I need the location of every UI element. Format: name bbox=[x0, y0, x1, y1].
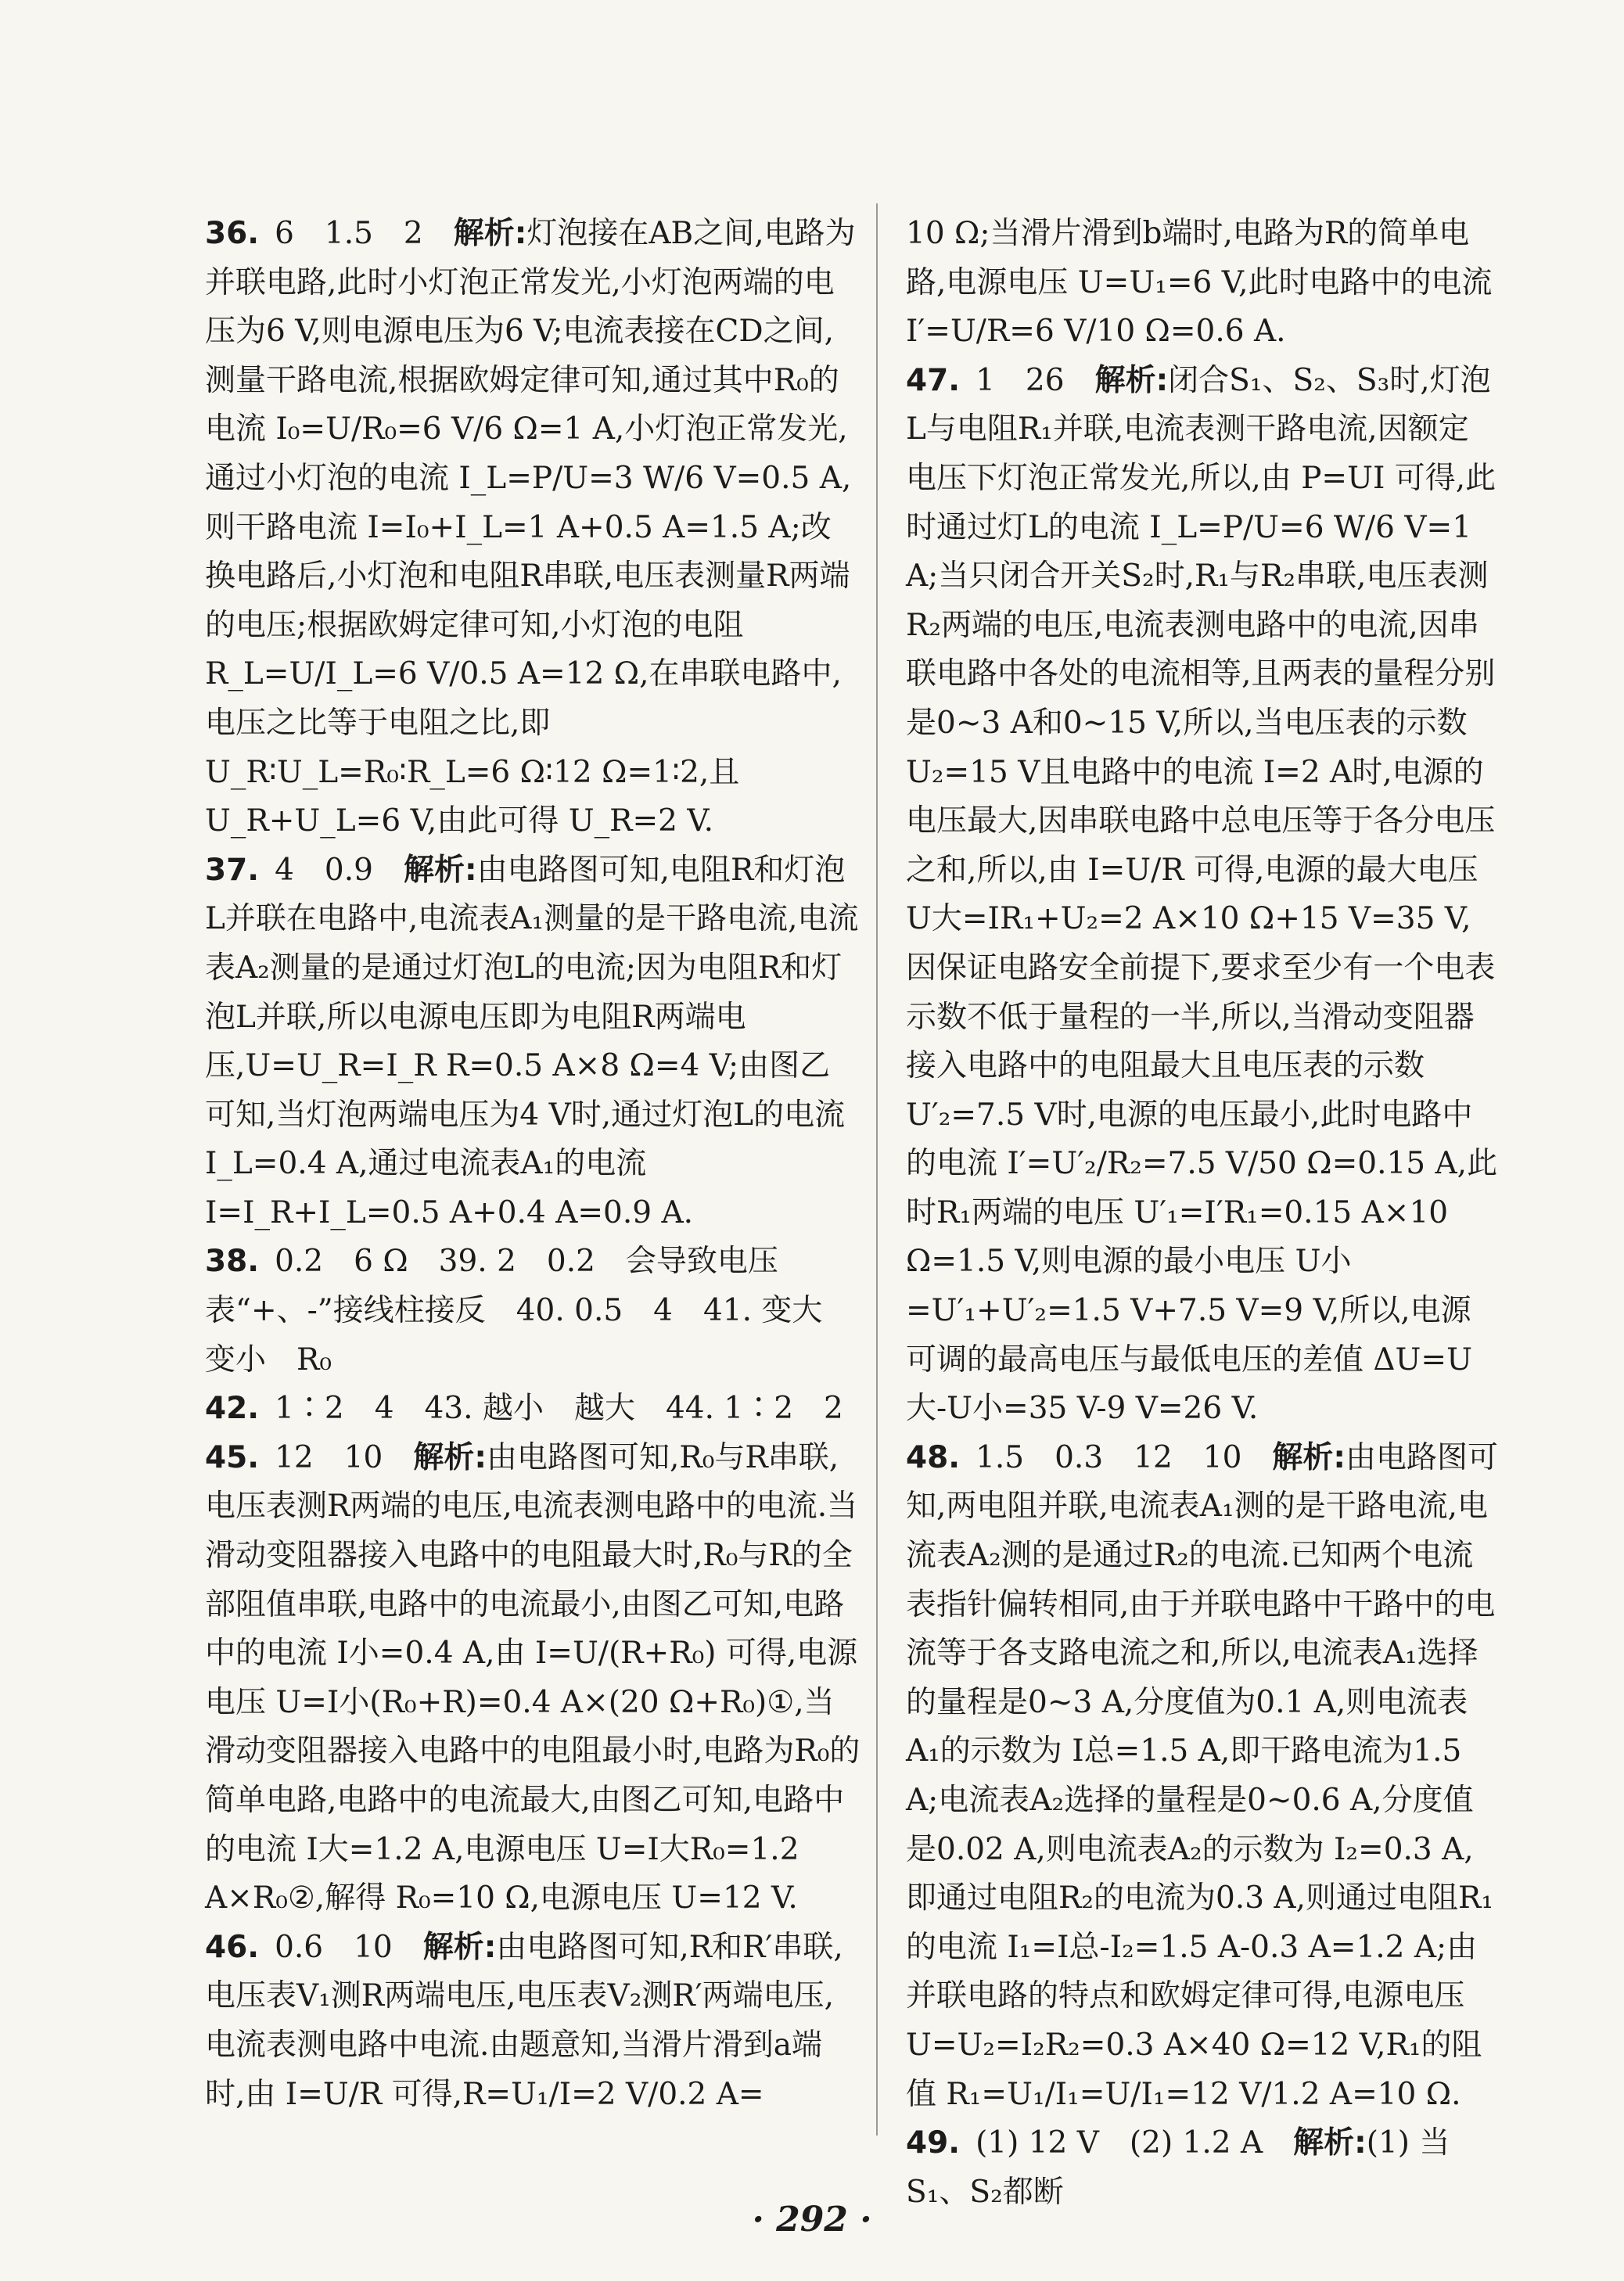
answer-values: (1) 12 V (2) 1.2 A bbox=[975, 2125, 1263, 2161]
answer-45 bbox=[205, 1434, 861, 1924]
analysis-label: 解析: bbox=[1272, 1439, 1346, 1475]
left-column bbox=[205, 210, 861, 2119]
answer-38-41 bbox=[205, 1237, 861, 1385]
answer-values: 0.2 6 Ω bbox=[275, 1244, 439, 1280]
analysis-text: 闭合S₁、S₂、S₃时,灯泡L与电阻R₁并联,电流表测干路电流,因额定电压下灯泡正常发光,所以,由 P=UI 可得,此时通过灯L的电流 I_L=P/U=6 W/6 V=1 A;当只闭合开关S₂时,R₁与R₂串联,电压表测R₂两端的电压,电流表测电路中的电流,因串联电路中各处的电流相等,且两表的量程分别是0~3 A和0~15 V,所以,当电压表的示数 U₂=15 V且电路中的电流 I=2 A时,电源的电压最大,因串联电路中总电压等于各分电压之和,所以,由 I=U/R 可得,电源的最大电压 U大=IR₁+U₂=2 A×10 Ω+15 V=35 V,因保证电路安全前提下,要求至少有一个电表示数不低于量程的一半,所以,当滑动变阻器接入电路中的电阻最大且电压表的示数 U′₂=7.5 V时,电源的电压最小,此时电路中的电流 I′=U′₂/R₂=7.5 V/50 Ω=0.15 A,此时R₁两端的电压 U′₁=I′R₁=0.15 A×10 Ω=1.5 V,则电源的最小电压 U小=U′₁+U′₂=1.5 V+7.5 V=9 V,所以,电源可调的最高电压与最低电压的差值 ΔU=U大-U小=35 V-9 V=26 V. bbox=[906, 362, 1498, 1427]
answer-48 bbox=[906, 1434, 1499, 2119]
answer-values: 1∶2 4 bbox=[275, 1391, 425, 1427]
analysis-text: 由电路图可知,R和R′串联,电压表V₁测R两端电压,电压表V₂测R′两端电压,电流表测电路中电流.由题意知,当滑片滑到a端时,由 I=U/R 可得,R=U₁/I=2 V/0.2 A= bbox=[205, 1929, 843, 2112]
column-divider bbox=[876, 203, 878, 2136]
answer-values: 4 0.9 bbox=[275, 852, 373, 888]
analysis-text: 由电路图可知,电阻R和灯泡L并联在电路中,电流表A₁测量的是干路电流,电流表A₂测量的是通过灯泡L的电流;因为电阻R和灯泡L并联,所以电源电压即为电阻R两端电压,U=U_R=I_R R=0.5 A×8 Ω=4 V;由图乙可知,当灯泡两端电压为4 V时,通过灯泡L的电流 I_L=0.4 A,通过电流表A₁的电流 I=I_R+I_L=0.5 A+0.4 A=0.9 A. bbox=[205, 852, 859, 1230]
answer-values: 6 1.5 2 bbox=[275, 216, 423, 251]
question-number: 42. bbox=[205, 1391, 260, 1427]
question-number: 37. bbox=[205, 852, 260, 888]
answer-values: 1 26 bbox=[975, 362, 1065, 398]
answer-values: 12 10 bbox=[275, 1439, 383, 1475]
question-number: 49. bbox=[906, 2125, 961, 2161]
analysis-text: (1) 当S₁、S₂都断 bbox=[906, 2125, 1450, 2210]
answer-37 bbox=[205, 846, 861, 1238]
question-number: 46. bbox=[205, 1929, 260, 1965]
answer-values: 0.6 10 bbox=[275, 1929, 393, 1965]
analysis-text: 由电路图可知,R₀与R串联,电压表测R两端的电压,电流表测电路中的电流.当滑动变阻器接入电路中的电阻最大时,R₀与R的全部阻值串联,电路中的电流最小,由图乙可知,电路中的电流 I小=0.4 A,由 I=U/(R+R₀) 可得,电源电压 U=I小(R₀+R)=0.4 A×(20 Ω+R₀)①,当滑动变阻器接入电路中的电阻最小时,电路为R₀的简单电路,电路中的电流最大,由图乙可知,电路中的电流 I大=1.2 A,电源电压 U=I大R₀=1.2 A×R₀②,解得 R₀=10 Ω,电源电压 U=12 V. bbox=[205, 1439, 861, 1916]
analysis-text: 灯泡接在AB之间,电路为并联电路,此时小灯泡正常发光,小灯泡两端的电压为6 V,则电源电压为6 V;电流表接在CD之间,测量干路电流,根据欧姆定律可知,通过其中R₀的电流 I₀=U/R₀=6 V/6 Ω=1 A,小灯泡正常发光,通过小灯泡的电流 I_L=P/U=3 W/6 V=0.5 A,则干路电流 I=I₀+I_L=1 A+0.5 A=1.5 A;改换电路后,小灯泡和电阻R串联,电压表测量R两端的电压;根据欧姆定律可知,小灯泡的电阻 R_L=U/I_L=6 V/0.5 A=12 Ω,在串联电路中,电压之比等于电阻之比,即 U_R∶U_L=R₀∶R_L=6 Ω∶12 Ω=1∶2,且 U_R+U_L=6 V,由此可得 U_R=2 V. bbox=[205, 216, 856, 839]
question-number: 48. bbox=[906, 1439, 961, 1475]
analysis-text: 由电路图可知,两电阻并联,电流表A₁测的是干路电流,电流表A₂测的是通过R₂的电流.已知两个电流表指针偏转相同,由于并联电路中干路中的电流等于各支路电流之和,所以,电流表A₁选择的量程是0~3 A,分度值为0.1 A,则电流表A₁的示数为 I总=1.5 A,即干路电流为1.5 A;电流表A₂选择的量程是0~0.6 A,分度值是0.02 A,则电流表A₂的示数为 I₂=0.3 A,即通过电阻R₂的电流为0.3 A,则通过电阻R₁的电流 I₁=I总-I₂=1.5 A-0.3 A=1.2 A;由并联电路的特点和欧姆定律可得,电源电压 U=U₂=I₂R₂=0.3 A×40 Ω=12 V,R₁的阻值 R₁=U₁/I₁=U/I₁=12 V/1.2 A=10 Ω. bbox=[906, 1439, 1499, 2112]
question-number: 47. bbox=[906, 362, 961, 398]
analysis-text: 10 Ω;当滑片滑到b端时,电路为R的简单电路,电源电压 U=U₁=6 V,此时电路中的电流 I′=U/R=6 V/10 Ω=0.6 A. bbox=[906, 216, 1493, 350]
answer-continued: 43. 越小 越大 44. 1∶2 2 bbox=[424, 1391, 843, 1427]
answer-continued: 39. 2 0.2 会导致电压表“+、-”接线柱接反 40. 0.5 4 41. 变大 变小 R₀ bbox=[205, 1244, 853, 1378]
answer-47 bbox=[906, 357, 1499, 1434]
answer-36 bbox=[205, 210, 861, 846]
analysis-label: 解析: bbox=[422, 1929, 497, 1965]
right-column bbox=[906, 210, 1499, 2217]
answer-46-continued bbox=[906, 210, 1499, 357]
answer-42-44 bbox=[205, 1385, 861, 1434]
question-number: 45. bbox=[205, 1439, 260, 1475]
answer-values: 1.5 0.3 12 10 bbox=[975, 1439, 1242, 1475]
question-number: 36. bbox=[205, 216, 260, 251]
analysis-label: 解析: bbox=[1094, 362, 1169, 398]
analysis-label: 解析: bbox=[1293, 2125, 1367, 2161]
analysis-label: 解析: bbox=[403, 852, 477, 888]
page-number: · 292 · bbox=[752, 2200, 872, 2240]
analysis-label: 解析: bbox=[413, 1439, 487, 1475]
question-number: 38. bbox=[205, 1244, 260, 1280]
analysis-label: 解析: bbox=[453, 216, 527, 251]
answer-46 bbox=[205, 1924, 861, 2119]
